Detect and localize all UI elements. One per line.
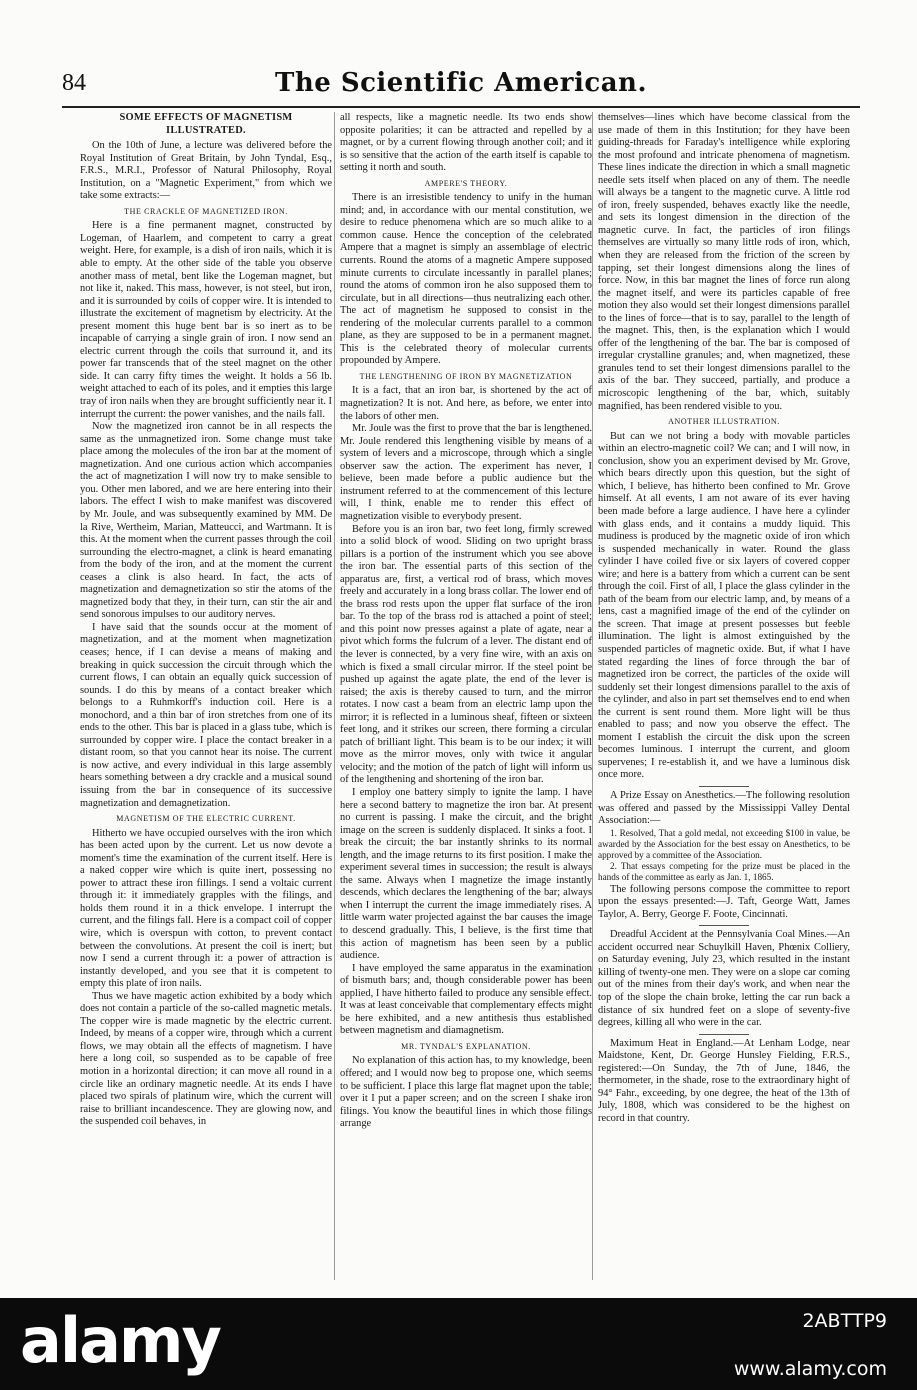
column-3 [598,112,850,1282]
paragraph: Thus we have magetic action exhibited by a body which does not contain a particle of the so-called magnetic metals. The copper wire is made magnetic by the electric current. Indeed, by means of a copper wire, through which a current flows, we may obtain all the effects of magnetism. I have here a long coil, so suspended as to be capable of free motion in a horizontal direction; it can move all round in a circle like an ordinary magnetic needle. At its ends I have placed two spirals of platinum wire, which the current will raise to brilliant incandescence. They are glowing now, and the suspended coil behaves, in [80,990,332,1128]
banner-url: www.alamy.com [733,1358,887,1380]
section-heading: MR. TYNDAL'S EXPLANATION. [401,1041,531,1051]
paragraph: There is an irresistible tendency to unify in the human mind; and, in accordance with our mental constitution, we desire to reduce phenomena which are so much alike to a common cause. Hence the conception of the celebrated Ampere that a magnet is simply an assemblage of electric currents. Round the atoms of a magnetic Ampere supposed minute currents to circulate incessantly in parallel planes; round the atoms of common iron he also supposed them to circulate, but in all directions—thus neutralizing each other. The act of magnetism he supposed to consist in the rendering of the molecular currents parallel to a common plane, as they are supposed to be in a permanent magnet. This is the celebrated theory of molecular currents propounded by Ampere. [340,192,592,367]
paragraph: Dreadful Accident at the Pennsylvania Coal Mines.—An accident occurred near Schuylkill Haven, Phœnix Colliery, on Saturday evening, July 23, which resulted in the instant killing of twenty-one men. They were on a slope car coming out of the mines from their day's work, and when near the top of the slope the chain broke, letting the car run back a distance of six hundred feet on a slope of seventy-five degrees, killing all who were in the car. [598,929,850,1029]
paragraph: Hitherto we have occupied ourselves with the iron which has been acted upon by the current. Let us now devote a moment's time the examination of the current itself. Here is a naked copper wire which is quite inert, possessing no power to attract these iron fillings. I send a voltaic current through it: it immediately grapples with the filings, and holds them round it in a thick envelope. I interrupt the current, and the filings fall. Here is a compact coil of copper wire, which is overspun with cotton, to prevent contact between the convolutions. At present the coil is inert; but now I send a current through it: a power of attraction is instantly developed, and you see that it is competent to empty this plate of iron nails. [80,827,332,990]
page-header [62,66,860,106]
paragraph: themselves—lines which have become classical from the use made of them in this Institution; for they have been guiding-threads for Faraday's intelligence while exploring the most profound and intricate phenomena of magnetism. These lines indicate the direction in which a small magnetic needle sets itself when placed on any of them. The needle will always be a tangent to the magnetic curve. A little rod of iron, freely suspended, behaves exactly like the needle, and sets its longest dimension in the direction of the magnetic curve. In fact, the particles of iron filings themselves are virtually so many little rods of iron, which, when they are released from the friction of the screen by tapping, set their longest dimensions along the lines of force. Now, in this bar magnet the lines of force run along the magnet itself, and were its particles capable of free motion they also would set their longest dimensions parallel to the lines of force—that is to say, parallel to the length of the magnet. This, then, is the explanation which I would offer of the lengthening of the bar. The bar is composed of irregular crystalline granules; and, when magnetized, these granules tend to set their longest dimensions parallel to the axis of the bar. They succeed, partially, and produce a microscopic lengthening of the bar, which, suitably magnified, has been rendered visible to you. [598,112,850,412]
image-id: 2ABTTP9 [802,1310,887,1332]
paragraph: I have employed the same apparatus in the examination of bismuth bars; and, though considerable power has been applied, I have hitherto failed to produce any sensible effect. It was at least conceivable that complementary effects might be here exhibited, and a new antithesis thus established between magnetism and diamagnetism. [340,962,592,1037]
paragraph: No explanation of this action has, to my knowledge, been offered; and I would now beg to propose one, which seems to be sufficient. I place this large flat magnet upon the table; over it I put a paper screen; and on the screen I shake iron filings. You know the beautiful lines in which those filings arrange [340,1055,592,1130]
article-title: SOME EFFECTS OF MAGNETISM ILLUSTRATED. [119,112,293,136]
separator-rule [598,921,850,929]
paragraph: Now the magnetized iron cannot be in all respects the same as the unmagnetized iron. Some change must take place among the molecules of the iron bar at the moment of magnetization. And one curious action which accompanies the act of magnetization I will now try to make sensible to you. Other men labored, and we are here entering into their labors. The effect I wish to make manifest was discovered by Mr. Joule, and was subsequently examined by MM. De la Rive, Wertheim, Marian, Matteucci, and Wartmann. It is this. At the moment when the current passes through the coil surrounding the electro-magnet, a clink is heard emanating from the body of the iron, and at the moment the current ceases a clink is also heard. In fact, the acts of magnetization and demagnetization so stir the atoms of the magnetized body that they, in their turn, can stir the air and send sonorous impulses to our auditory nerves. [80,421,332,621]
column-divider [334,112,335,1280]
paragraph: Mr. Joule was the first to prove that the bar is lengthened. Mr. Joule rendered this lengthening visible by means of a system of levers and a microscope, through which a single observer saw the action. The experiment has never, I believe, been made before a public audience but the instrument referred to at the commencement of this lecture will, I think, enable me to render this effect of magnetization visible to everybody present. [340,423,592,522]
section-heading: AMPERE'S THEORY. [424,178,508,188]
paragraph: Before you is an iron bar, two feet long, firmly screwed into a solid block of wood. Sliding on two upright brass pillars is a portion of the instrument which you see above the iron bar. The essential parts of this section of the apparatus are, first, a vertical rod of brass, which moves freely and accurately in a long brass collar. The lower end of the brass rod rests upon the upper flat surface of the iron bar. To the top of the brass rod is attached a point of steel; and this point now presses against a plate of agate, near a pivot which forms the fulcrum of a lever. The distant end of the lever is connected, by a very fine wire, with an axis on which is fixed a small circular mirror. If the steel point be pushed up against the agate plate, the end of the lever is raised; the axis is thereby caused to turn, and the mirror rotates. I now cast a beam from an electric lamp upon the mirror; it is reflected in a luminous sheaf, fifteen or sixteen feet long, and it strikes our screen, there forming a circular patch of brilliant light. This beam is to be our index; it will move as the mirror moves, only with twice it angular velocity; and the motion of the patch of light will inform us of the lengthening and shortening of the iron bar. [340,523,592,786]
section-heading: THE CRACKLE OF MAGNETIZED IRON. [124,206,288,216]
separator-rule [598,1030,850,1038]
paragraph: But can we not bring a body with movable particles within an electro-magnetic coil? We can; and I will now, in conclusion, show you an experiment devised by Mr. Grove, which bears directly upon this question, but the sight of which, I believe, has hitherto been confined to Mr. Grove himself. At all events, I am not aware of its ever having been made before a large audience. I have here a cylinder with glass ends, and it contains a muddy liquid. This mudiness is produced by the magnetic oxide of iron which is suspended mechanically in water. Round the glass cylinder I have coiled five or six layers of covered copper wire; and here is a battery from which a current can be sent through the coil. First of all, I place the glass cylinder in the path of the beam from our electric lamp, and, by means of a lens, cast a magnified image of the end of the cylinder on the screen. That image at present possesses but feeble illumination. The light is almost extinguished by the suspended particles of magnetic oxide. But, if what I have stated regarding the lines of force through the bar of magnetized iron be correct, the particles of the oxide will suddenly set their longest dimensions parallel to the axis of the cylinder, and also in part set themselves end to end when the current is sent round them. More light will be thus enabled to pass; and now you observe the effect. The moment I establish the circuit the disk upon the screen becomes luminous. I interrupt the current, and gloom supervenes; I re-establish it, and we have a luminous disk once more. [598,430,850,781]
paragraph: all respects, like a magnetic needle. Its two ends show opposite polarities; it can be attracted and repelled by a magnet, or by a current flowing through another coil; and it is so sensitive that the action of the earth itself is capable to setting it north and south. [340,112,592,174]
page-number: 84 [62,70,86,96]
paragraph: It is a fact, that an iron bar, is shortened by the act of magnetization? It is not. And here, as before, we enter into the labors of other men. [340,385,592,422]
paragraph: Here is a fine permanent magnet, constructed by Logeman, of Haarlem, and competent to carry a great weight. Here, for example, is a dish of iron nails, which it is able to empty. At the other side of the table you observe another mass of metal, bent like the Logeman magnet, but not like it, naked. This mass, however, is not steel, but iron, and it is surrounded by coils of copper wire. It is intended to illustrate the excitement of magnetism by electricity. At the present moment this huge bent bar is so inert as to be incapable of carrying a single grain of iron. I now send an electric current through the coils that surround it, and its power far transcends that of the steel magnet on the other side. It can carry fifty times the weight. It holds a 56 lb. weight attached to each of its poles, and it empties this large tray of iron nails when they are brought sufficiently near it. I interrupt the current: the power vanishes, and the nails fall. [80,220,332,420]
resolution: 1. Resolved, That a gold medal, not exceeding $100 in value, be awarded by the Association for the best essay on Anesthetics, to be approved by a committee of the Association. [598,827,850,861]
separator-rule [598,782,850,790]
paragraph: A Prize Essay on Anesthetics.—The following resolution was offered and passed by the Mississippi Valley Dental Association:— [598,789,850,827]
section-heading: ANOTHER ILLUSTRATION. [668,417,780,427]
section-heading: MAGNETISM OF THE ELECTRIC CURRENT. [116,814,296,824]
masthead: The Scientific American. [274,68,648,98]
column-divider [592,112,593,1280]
header-rule [62,106,860,108]
section-heading: THE LENGTHENING OF IRON BY MAGNETIZATION [359,371,573,381]
stock-banner [0,1298,917,1390]
paragraph: Maximum Heat in England.—At Lenham Lodge, near Maidstone, Kent, Dr. George Hunsley Fielding, F.R.S., registered:—On Sunday, the 7th of June, 1846, the thermometer, in the shade, rose to the extraordinary hight of 94° Fahr., exceeding, by one degree, the heat of the 13th of July, 1808, which was considered to be the highest on record in that country. [598,1037,850,1124]
paragraph: On the 10th of June, a lecture was delivered before the Royal Institution of Great Britain, by John Tyndal, Esq., F.R.S., M.R.I., Professor of Natural Philosophy, Royal Institution, on a "Magnetic Experiment," from which we take some extracts:— [80,140,332,202]
alamy-logo: alamy [20,1304,220,1377]
paragraph: I have said that the sounds occur at the moment of magnetization, and at the moment when magnetization ceases; hence, if I can devise a means of making and breaking in quick succession the circuit through which the current flows, I can obtain an equally quick succession of sounds. I do this by means of a contact breaker which belongs to a Ruhmkorff's induction coil. Here is a monochord, and a thin bar of iron stretches from one of its ends to the other. This bar is placed in a glass tube, which is surrounded by copper wire. I place the contact breaker in a distant room, so that you cannot hear its noise. The current is now active, and every individual in this large assembly hears something between a dry crackle and a musical sound issuing from the bar in consequence of its successive magnetization and demagnetization. [80,621,332,809]
resolution: 2. That essays competing for the prize must be placed in the hands of the committee as early as Jan. 1, 1865. [598,861,850,883]
column-2 [340,112,592,1282]
column-1 [80,112,332,1282]
paragraph: The following persons compose the committee to report upon the essays presented:—J. Taft, George Watt, James Taylor, A. Berry, George F. Foote, Cincinnati. [598,883,850,920]
paragraph: I employ one battery simply to ignite the lamp. I have here a second battery to magnetize the iron bar. At present no current is passing. I make the circuit, and the bright image on the screen is suddenly displaced. It sinks a foot. I break the circuit; the bar instantly shrinks to its normal length, and the image returns to its first position. I make the experiment several times in succession; the result is always the same. Always when I magnetize the image instantly descends, which declares the lengthening of the bar; always when I interrupt the current the image immediately rises. A little warm water projected against the bar causes the image to descend gradually. This, I believe, is the first time that this action of magnetism has been seen by a public audience. [340,786,592,962]
